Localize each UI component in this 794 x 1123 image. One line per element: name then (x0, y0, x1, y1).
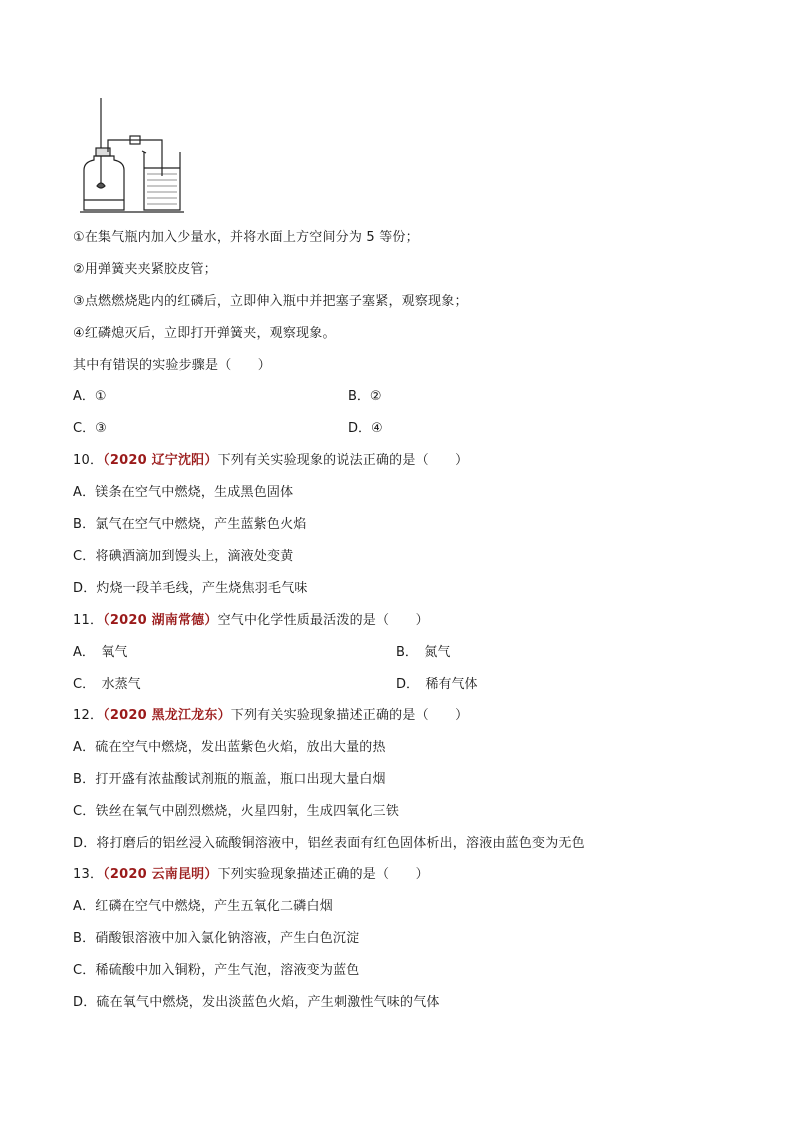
q9-option-a: A．① (73, 389, 107, 404)
q12-option-a: A．硫在空气中燃烧，发出蓝紫色火焰，放出大量的热 (73, 740, 386, 755)
q13-source: （2020 云南昆明） (103, 867, 218, 882)
q9-option-d: D．④ (348, 421, 383, 436)
q12-number: 12． (73, 708, 104, 723)
q11-option-b: B． 氮气 (396, 645, 451, 660)
q12-option-b: B．打开盛有浓盐酸试剂瓶的瓶盖，瓶口出现大量白烟 (73, 772, 386, 787)
step-1: ①在集气瓶内加入少量水，并将水面上方空间分为 5 等份； (73, 230, 419, 245)
q10-option-a: A．镁条在空气中燃烧，生成黑色固体 (73, 485, 294, 500)
q11-stem: 空气中化学性质最活泼的是（ ） (217, 613, 429, 628)
q13-option-a: A．红磷在空气中燃烧，产生五氧化二磷白烟 (73, 899, 333, 914)
step-4: ④红磷熄灭后，立即打开弹簧夹，观察现象。 (73, 326, 336, 341)
q9-option-c: C．③ (73, 421, 107, 436)
q10-option-b: B．氯气在空气中燃烧，产生蓝紫色火焰 (73, 517, 307, 532)
q13-number: 13． (73, 867, 104, 882)
q9-option-b: B．② (348, 389, 382, 404)
q11-option-a: A． 氧气 (73, 645, 128, 660)
q11-number: 11． (73, 613, 104, 628)
q12-stem: 下列有关实验现象描述正确的是（ ） (230, 708, 469, 723)
q12-source: （2020 黑龙江龙东） (103, 708, 231, 723)
q10-stem: 下列有关实验现象的说法正确的是（ ） (217, 453, 469, 468)
q10-option-c: C．将碘酒滴加到馒头上，滴液处变黄 (73, 549, 294, 564)
q10-source: （2020 辽宁沈阳） (103, 453, 218, 468)
q10-number: 10． (73, 453, 104, 468)
apparatus-diagram (74, 96, 186, 216)
q13-stem: 下列实验现象描述正确的是（ ） (217, 867, 429, 882)
q11-option-c: C． 水蒸气 (73, 677, 141, 692)
q10-option-d: D．灼烧一段羊毛线，产生烧焦羽毛气味 (73, 581, 308, 596)
q13-header (73, 867, 429, 883)
q12-header (73, 708, 468, 724)
step-3: ③点燃燃烧匙内的红磷后，立即伸入瓶中并把塞子塞紧，观察现象； (73, 294, 468, 309)
q11-option-d: D． 稀有气体 (396, 677, 478, 692)
q10-header (73, 453, 468, 469)
q9-stem: 其中有错误的实验步骤是（ ） (73, 358, 272, 373)
q12-option-d: D．将打磨后的铝丝浸入硫酸铜溶液中，铝丝表面有红色固体析出，溶液由蓝色变为无色 (73, 836, 585, 851)
q13-option-c: C．稀硫酸中加入铜粉，产生气泡，溶液变为蓝色 (73, 963, 360, 978)
q11-source: （2020 湖南常德） (103, 613, 218, 628)
step-2: ②用弹簧夹夹紧胶皮管； (73, 262, 217, 277)
q11-header (73, 613, 429, 629)
q13-option-d: D．硫在氧气中燃烧，发出淡蓝色火焰，产生刺激性气味的气体 (73, 995, 440, 1010)
q13-option-b: B．硝酸银溶液中加入氯化钠溶液，产生白色沉淀 (73, 931, 360, 946)
q12-option-c: C．铁丝在氧气中剧烈燃烧，火星四射，生成四氧化三铁 (73, 804, 400, 819)
